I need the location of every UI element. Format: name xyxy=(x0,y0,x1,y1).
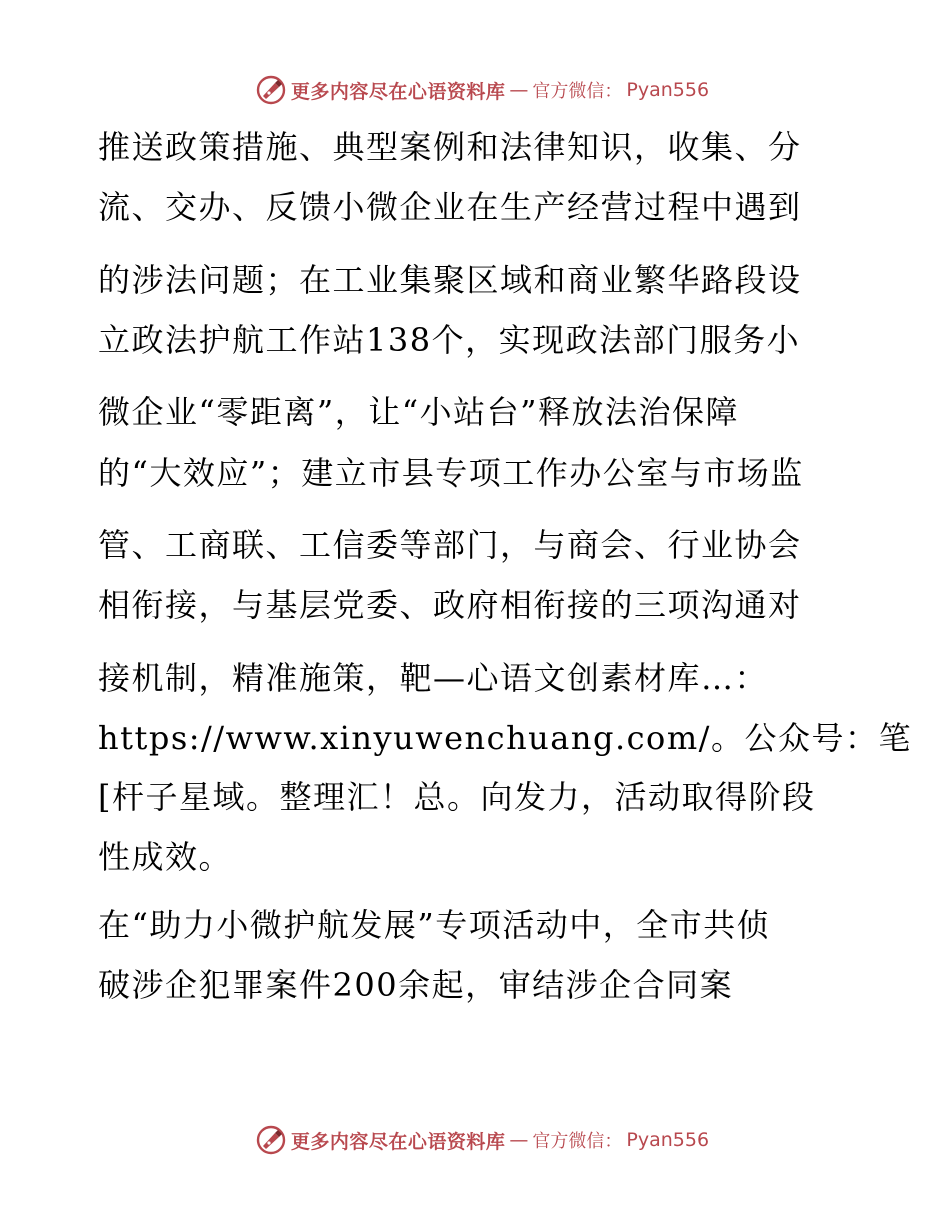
watermark-wechat-id: Pyan556 xyxy=(626,79,710,101)
watermark-separator: — xyxy=(509,79,529,101)
watermark-separator: — xyxy=(509,1129,529,1151)
text-line: 性成效。 xyxy=(98,838,233,876)
footer-watermark xyxy=(0,1120,950,1160)
text-line: 微企业“零距离”，让“小站台”释放法治保障 xyxy=(98,393,739,431)
watermark-wechat-id: Pyan556 xyxy=(626,1129,710,1151)
text-line: 的涉法问题；在工业集聚区域和商业繁华路段设 xyxy=(98,261,802,299)
pen-nib-logo-icon xyxy=(255,74,287,106)
pen-nib-logo-icon xyxy=(255,1124,287,1156)
text-line: 相衔接，与基层党委、政府相衔接的三项沟通对 xyxy=(98,586,802,624)
text-line: [杆子星域。整理汇！总。向发力，活动取得阶段 xyxy=(98,778,816,816)
text-line: 在“助力小微护航发展”专项活动中，全市共侦 xyxy=(98,906,771,944)
text-line: https://www.xinyuwenchuang.com/。公众号：笔 xyxy=(98,719,912,757)
text-line: 推送政策措施、典型案例和法律知识，收集、分 xyxy=(98,128,802,166)
watermark-wechat-label: 官方微信： xyxy=(532,1131,623,1152)
text-line: 管、工商联、工信委等部门，与商会、行业协会 xyxy=(98,526,802,564)
header-watermark xyxy=(0,70,950,110)
watermark-title: 更多内容尽在心语资料库 xyxy=(290,80,506,103)
text-line: 立政法护航工作站138个，实现政法部门服务小 xyxy=(98,321,801,359)
watermark-wechat-label: 官方微信： xyxy=(532,81,623,102)
watermark-title: 更多内容尽在心语资料库 xyxy=(290,1130,506,1153)
watermark-group xyxy=(255,74,709,106)
text-line: 破涉企犯罪案件200余起，审结涉企合同案 xyxy=(98,966,734,1004)
text-line: 接机制，精准施策，靶—心语文创素材库…： xyxy=(98,659,769,697)
watermark-group xyxy=(255,1124,709,1156)
text-line: 流、交办、反馈小微企业在生产经营过程中遇到 xyxy=(98,188,802,226)
text-line: 的“大效应”；建立市县专项工作办公室与市场监 xyxy=(98,454,804,492)
